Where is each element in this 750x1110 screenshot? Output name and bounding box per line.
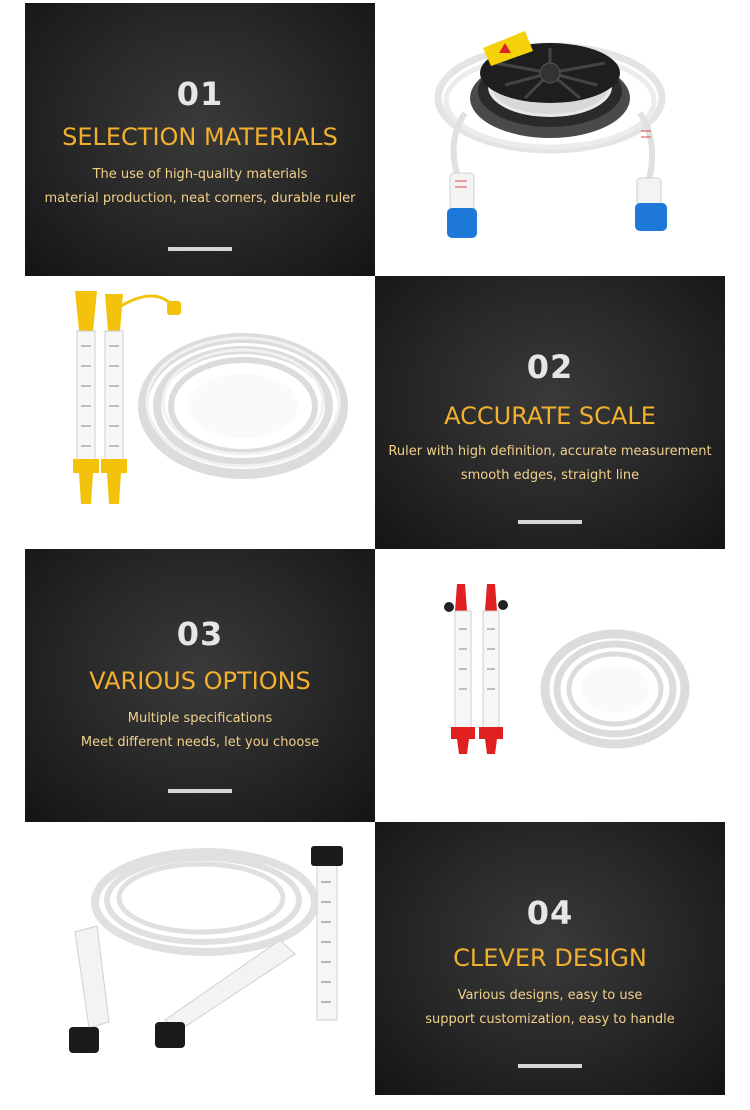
product-image-yellow-tubes xyxy=(25,276,375,549)
feature-number: 02 xyxy=(526,348,574,386)
black-caps-image xyxy=(25,822,375,1095)
feature-title: CLEVER DESIGN xyxy=(453,944,647,972)
feature-description-line: support customization, easy to handle xyxy=(425,1012,675,1027)
red-tubes-image xyxy=(375,549,725,822)
feature-description xyxy=(375,984,725,1032)
feature-description-line: Various designs, easy to use xyxy=(457,988,643,1003)
product-image-red-tubes xyxy=(375,549,725,822)
feature-panel-02 xyxy=(375,276,725,549)
feature-title: SELECTION MATERIALS xyxy=(62,123,338,151)
feature-panel-04 xyxy=(375,822,725,1095)
feature-description-line: Multiple specifications xyxy=(127,711,273,726)
feature-number: 04 xyxy=(526,894,574,932)
feature-description xyxy=(25,707,375,755)
feature-title: VARIOUS OPTIONS xyxy=(89,667,311,695)
product-feature-grid xyxy=(25,3,725,1095)
feature-description xyxy=(375,440,725,488)
feature-description-line: material production, neat corners, durable ruler xyxy=(44,191,356,206)
feature-description-line: smooth edges, straight line xyxy=(460,468,640,483)
divider-bar xyxy=(518,1064,582,1068)
yellow-tubes-image xyxy=(25,276,375,549)
feature-description xyxy=(25,163,375,211)
feature-description-line: Meet different needs, let you choose xyxy=(80,735,320,750)
feature-description-line: Ruler with high definition, accurate measurement xyxy=(388,444,712,459)
feature-title: ACCURATE SCALE xyxy=(444,402,656,430)
feature-number: 01 xyxy=(176,75,224,113)
hose-reel-image xyxy=(375,3,725,276)
feature-panel-03 xyxy=(25,549,375,822)
feature-description-line: The use of high-quality materials xyxy=(92,167,308,182)
divider-bar xyxy=(518,520,582,524)
product-image-black-caps xyxy=(25,822,375,1095)
feature-number: 03 xyxy=(176,615,224,653)
divider-bar xyxy=(168,247,232,251)
divider-bar xyxy=(168,789,232,793)
product-image-reel xyxy=(375,3,725,276)
feature-panel-01 xyxy=(25,3,375,276)
